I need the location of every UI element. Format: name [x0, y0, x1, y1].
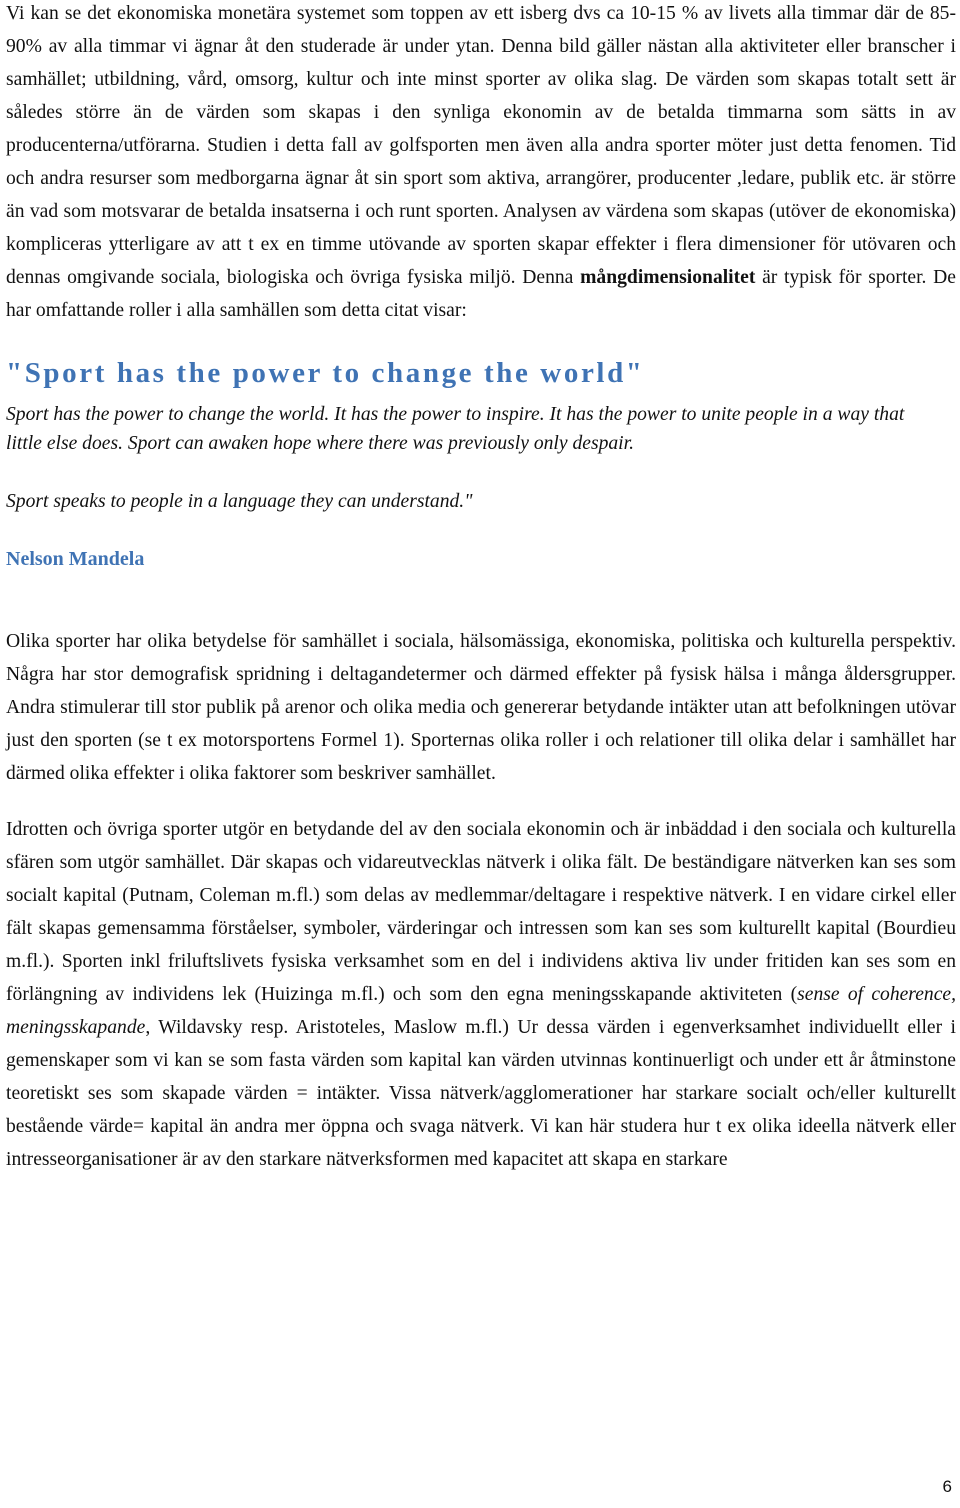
page-number: 6 [942, 1477, 952, 1496]
paragraph-social-economy [6, 813, 956, 1176]
quote-closing-line: Sport speaks to people in a language they can understand." [6, 491, 473, 512]
paragraph-3-text: Idrotten och övriga sporter utgör en betydande del av den sociala ekonomin och är inbäddad i den sociala och kulturella sfären som utgör samhället. Där skapas och vidareutvecklas nätverk i olika fält. De beständigare nätverken kan ses som socialt kapital (Putnam, Coleman m.fl.) som delas av medlemmar/deltagare i respektive nätverk. I en vidare cirkel eller fält skapas gemensamma förståelser, symboler, värderingar och intressen som kan ses som kulturellt kapital (Bourdieu m.fl.). Sporten inkl friluftslivets fysiska verksamhet som en del i individens aktiva liv under fritiden kan ses som en förlängning av individens lek (Huizinga m.fl.) och som den egna meningsskapande aktiviteten ( [6, 819, 956, 1005]
paragraph-1-text: Vi kan se det ekonomiska monetära systemet som toppen av ett isberg dvs ca 10-15 % av livets alla timmar där de 85-90% av alla timmar vi ägnar åt den studerade är under ytan. Denna bild gäller nästan alla aktiviteter eller branscher i samhället; utbildning, vård, omsorg, kultur och inte minst sporter av olika slag. De värden som skapas totalt sett är således större än de värden som skapas i den synliga ekonomin av de betalda timmarna som sätts in av producenterna/utförarna. Studien i detta fall av golfsporten men även alla andra sporter möter just detta fenomen. Tid och andra resurser som medborgarna ägnar åt sin sport som aktiva, arrangörer, producenter ,ledare, publik etc. är större än vad som motsvarar de betalda insatserna i och runt sporten. Analysen av värdena som skapas (utöver de ekonomiska) kompliceras ytterligare av att t ex en timme utövande av sporten skapar effekter i flera dimensioner för utövaren och dennas omgivande sociala, biologiska och övriga fysiska miljö. Denna [6, 3, 956, 288]
paragraph-1-text-end: är typisk för sporter. De har omfattande roller i alla samhällen som detta citat visar: [6, 267, 956, 321]
quote-body: Sport has the power to change the world. It has the power to inspire. It has the power to unite people in a way that little else does. Sport can awaken hope where there was previously only despair. [6, 404, 905, 454]
quote-author: Nelson Mandela [6, 548, 145, 570]
quote-heading: "Sport has the power to change the world" [6, 357, 645, 389]
bold-term: mångdimensionalitet [580, 267, 756, 288]
paragraph-iceberg [6, 0, 956, 327]
paragraph-3-text-end: , Wildavsky resp. Aristoteles, Maslow m.fl.) Ur dessa värden i egenverksamhet individuellt eller i gemenskaper som vi kan se som fasta värden som kapital kan värden utvinnas kontinuerligt och under ett år åtminstone teoretiskt ses som skapade värden = intäkter. Vissa nätverk/agglomerationer har starkare socialt och/eller kulturellt bestående värde= kapital än andra mer öppna och svaga nätverk. Vi kan här studera hur t ex olika ideella nätverk eller intresseorganisationer är av den starkare nätverksformen med kapacitet att skapa en starkare [6, 1017, 956, 1170]
italic-term: sense of coherence, meningsskapande [6, 984, 956, 1038]
document-page [6, 0, 956, 1176]
paragraph-sports-society: Olika sporter har olika betydelse för samhället i sociala, hälsomässiga, ekonomiska, politiska och kulturella perspektiv. Några har stor demografisk spridning i deltagandetermer och därmed effekter på fysisk hälsa i många åldersgrupper. Andra stimulerar till stor publik på arenor och olika media och genererar betydande intäkter utan att befolkningen utövar just den sporten (se t ex motorsportens Formel 1). Sporternas olika roller i och relationer till olika delar i samhället har därmed olika effekter i olika faktorer som beskriver samhället. [6, 631, 956, 784]
